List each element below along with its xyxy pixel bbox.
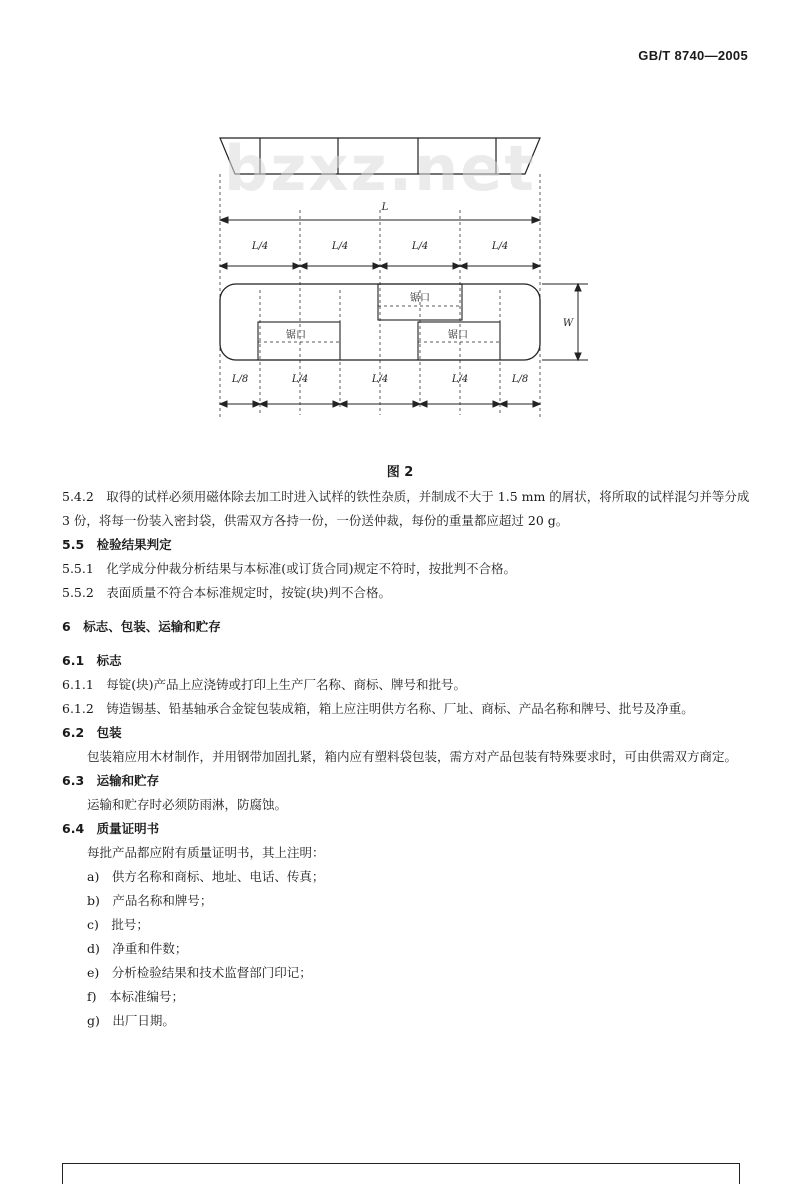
dim-label-total: L xyxy=(381,202,389,213)
dim-label-bottom: L/4 xyxy=(291,374,309,385)
dim-label-width: W xyxy=(562,318,574,329)
figure-caption: 图 2 xyxy=(386,465,414,480)
clause-5-5-2: 5.5.2 表面质量不符合本标准规定时，按锭(块)判不合格。 xyxy=(62,585,392,600)
ingot-diagram xyxy=(190,130,590,430)
list-item: b) 产品名称和牌号； xyxy=(87,893,213,908)
list-item: a) 供方名称和商标、地址、电话、传真； xyxy=(87,869,325,884)
dim-label-quarter: L/4 xyxy=(251,241,269,252)
clause-6-1-2: 6.1.2 铸造锡基、铅基轴承合金锭包装成箱，箱上应注明供方名称、厂址、商标、产品名称和牌号、批号及净重。 xyxy=(62,701,694,716)
heading-6-4: 6.4 质量证明书 xyxy=(62,821,160,836)
clause-5-5-1: 5.5.1 化学成分仲裁分析结果与本标准(或订货合同)规定不符时，按批判不合格。 xyxy=(62,561,517,576)
dim-label-bottom: L/8 xyxy=(511,374,529,385)
dim-label-bottom: L/4 xyxy=(451,374,469,385)
standard-code: GB/T 8740—2005 xyxy=(638,48,748,63)
figure-2-ingot-sampling-diagram xyxy=(190,130,590,430)
saw-cut-label: 锯口 xyxy=(286,330,306,341)
body-text xyxy=(62,485,752,1033)
heading-6-3: 6.3 运输和贮存 xyxy=(62,773,160,788)
list-item: d) 净重和件数； xyxy=(87,941,188,956)
dim-label-bottom: L/4 xyxy=(371,374,389,385)
clause-6-1-1: 6.1.1 每锭(块)产品上应浇铸或打印上生产厂名称、商标、牌号和批号。 xyxy=(62,677,467,692)
dim-label-bottom: L/8 xyxy=(231,374,249,385)
list-item: g) 出厂日期。 xyxy=(87,1013,175,1028)
list-item: e) 分析检验结果和技术监督部门印记； xyxy=(87,965,312,980)
saw-cut-label: 锯口 xyxy=(410,293,430,304)
footer-frame xyxy=(62,1163,740,1184)
list-item: c) 批号； xyxy=(87,917,149,932)
clause-6-3: 运输和贮存时必须防雨淋，防腐蚀。 xyxy=(87,797,288,812)
saw-cut-label: 锯口 xyxy=(448,330,468,341)
watermark: bzxz.net xyxy=(224,132,536,205)
heading-6: 6 标志、包装、运输和贮存 xyxy=(62,619,221,634)
clause-6-2: 包装箱应用木材制作，并用钢带加固扎紧，箱内应有塑料袋包装，需方对产品包装有特殊要求时，可由供需双方商定。 xyxy=(87,749,738,764)
dim-label-quarter: L/4 xyxy=(491,241,509,252)
saw-cut-bottom-left xyxy=(258,322,340,360)
saw-cut-bottom-right xyxy=(418,322,500,360)
clause-5-4-2: 5.4.2 取得的试样必须用磁体除去加工时进入试样的铁性杂质，并制成不大于 1.5 mm 的屑状，将所取的试样混匀并等分成 3 份，将每一份装入密封袋，供需双方各持一份，一份送仲裁，每份的重量都应超过 20 g。 xyxy=(62,489,750,528)
list-item: f) 本标准编号； xyxy=(87,989,185,1004)
ingot-side-view xyxy=(220,138,540,174)
heading-6-2: 6.2 包装 xyxy=(62,725,122,740)
heading-6-1: 6.1 标志 xyxy=(62,653,122,668)
dim-label-quarter: L/4 xyxy=(411,241,429,252)
heading-5-5: 5.5 检验结果判定 xyxy=(62,537,172,552)
dim-label-quarter: L/4 xyxy=(331,241,349,252)
clause-6-4: 每批产品都应附有质量证明书，其上注明： xyxy=(87,845,325,860)
